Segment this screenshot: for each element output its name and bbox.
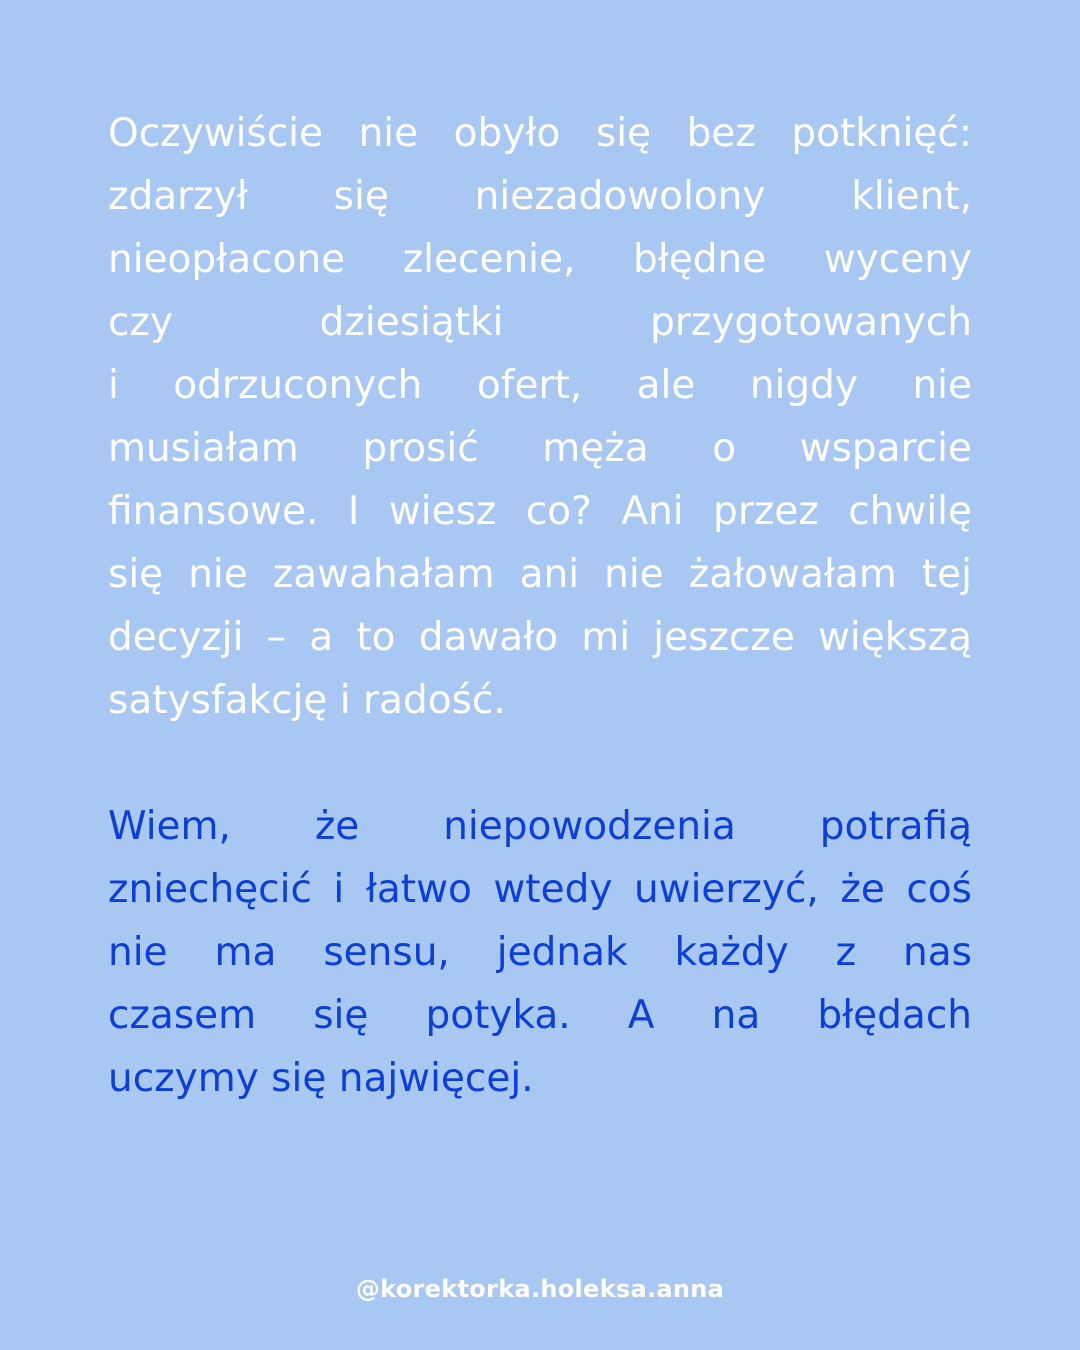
text-line: uczymy się najwięcej. <box>108 1056 534 1101</box>
text-line: nie ma sensu, jednak każdy z nas <box>108 930 972 975</box>
text-line: Oczywiście nie obyło się bez potknięć: <box>108 111 972 156</box>
text-line: się nie zawahałam ani nie żałowałam tej <box>108 552 972 597</box>
text-line: Wiem, że niepowodzenia potrafią <box>108 804 972 849</box>
text-line: zdarzył się niezadowolony klient, <box>108 174 972 219</box>
text-line: nieopłacone zlecenie, błędne wyceny <box>108 237 972 282</box>
text-line: czy dziesiątki przygotowanych <box>108 300 972 345</box>
text-line: satysfakcję i radość. <box>108 678 506 723</box>
text-line: zniechęcić i łatwo wtedy uwierzyć, że coś <box>108 867 972 912</box>
text-line: musiałam prosić męża o wsparcie <box>108 426 972 471</box>
text-line: i odrzuconych ofert, ale nigdy nie <box>108 363 972 408</box>
text-line: finansowe. I wiesz co? Ani przez chwilę <box>108 489 972 534</box>
text-line: czasem się potyka. A na błędach <box>108 993 972 1038</box>
paragraph-blue <box>108 795 972 1110</box>
text-line: decyzji – a to dawało mi jeszcze większą <box>108 615 972 660</box>
paragraph-white <box>108 102 972 732</box>
author-handle: @korektorka.holeksa.anna <box>355 1275 725 1303</box>
